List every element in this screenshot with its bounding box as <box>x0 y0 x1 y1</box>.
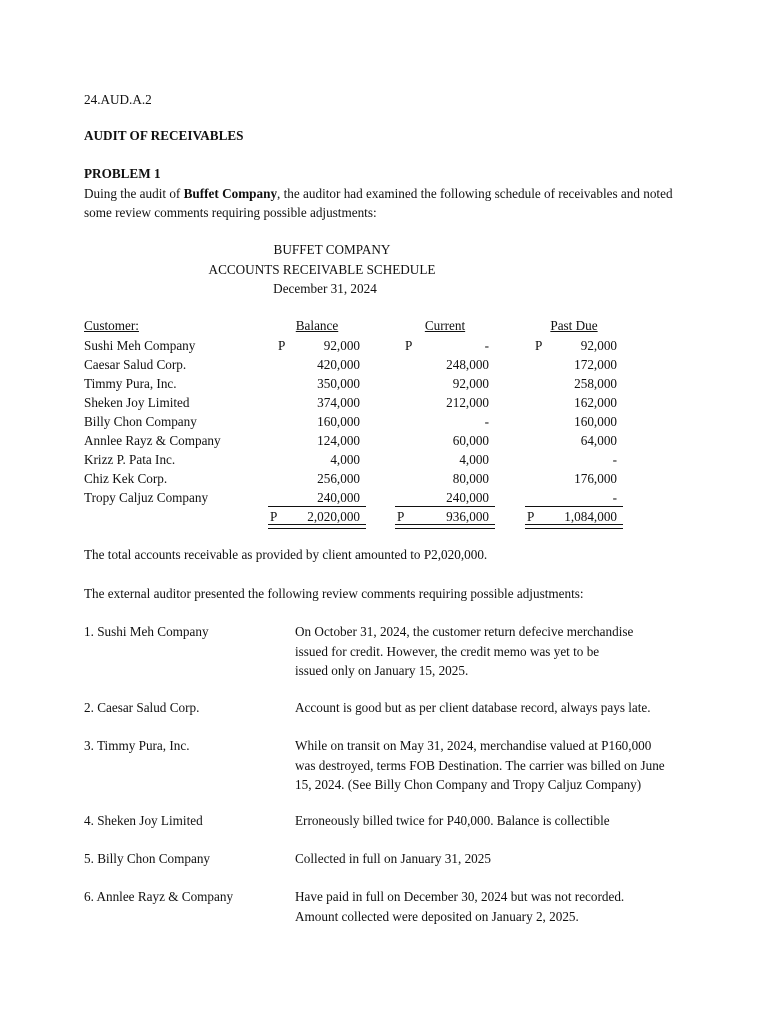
current-value: 60,000 <box>452 433 489 448</box>
balance-value: 240,000 <box>317 490 360 505</box>
header-past-due-cell <box>525 316 623 335</box>
intro-line-2: some review comments requiring possible adjustments: <box>84 205 377 220</box>
comment-customer: 3. Timmy Pura, Inc. <box>84 738 190 753</box>
row-past-due <box>525 469 623 488</box>
row-past-due <box>525 336 623 355</box>
comment-customer: 2. Caesar Salud Corp. <box>84 700 200 715</box>
current-value: 212,000 <box>446 395 489 410</box>
currency-sign: P <box>405 338 413 353</box>
total-balance-double-underline <box>268 524 366 529</box>
row-past-due <box>525 355 623 374</box>
schedule-title: ACCOUNTS RECEIVABLE SCHEDULE <box>208 262 436 277</box>
comment-customer: 6. Annlee Rayz & Company <box>84 889 234 904</box>
currency-sign: P <box>278 338 286 353</box>
comment-text <box>295 622 705 681</box>
header-customer: Customer: <box>84 318 139 333</box>
row-balance <box>268 488 366 507</box>
comment-line: Have paid in full on December 30, 2024 but was not recorded. <box>295 889 625 904</box>
comment-text <box>295 887 705 926</box>
balance-value: 92,000 <box>323 338 360 353</box>
past-due-value: 162,000 <box>574 395 617 410</box>
current-value: 248,000 <box>446 357 489 372</box>
row-balance <box>268 336 366 355</box>
comment-line: issued for credit. However, the credit memo was yet to be <box>295 643 600 659</box>
row-customer: Caesar Salud Corp. <box>84 357 187 372</box>
past-due-value: 176,000 <box>574 471 617 486</box>
comment-line: issued only on January 15, 2025. <box>295 663 469 678</box>
past-due-value: 258,000 <box>574 376 617 391</box>
currency-sign: P <box>527 509 535 524</box>
current-value: - <box>484 338 489 353</box>
past-due-value: 172,000 <box>574 357 617 372</box>
current-value: 240,000 <box>446 490 489 505</box>
total-past-due-double-underline <box>525 524 623 529</box>
row-balance <box>268 431 366 450</box>
row-past-due <box>525 488 623 507</box>
comment-line: Account is good but as per client database record, always pays late. <box>295 700 651 715</box>
current-value: 92,000 <box>452 376 489 391</box>
balance-value: 256,000 <box>317 471 360 486</box>
intro-before: Duing the audit of <box>84 186 184 201</box>
row-balance <box>268 355 366 374</box>
row-customer: Chiz Kek Corp. <box>84 471 168 486</box>
row-current <box>395 488 495 507</box>
row-past-due <box>525 374 623 393</box>
comments-intro: The external auditor presented the following review comments requiring possible adjustments: <box>84 586 584 601</box>
currency-sign: P <box>270 509 278 524</box>
past-due-value: 64,000 <box>580 433 617 448</box>
row-customer: Krizz P. Pata Inc. <box>84 452 176 467</box>
current-value: 80,000 <box>452 471 489 486</box>
row-customer: Sheken Joy Limited <box>84 395 190 410</box>
comment-text <box>295 736 705 795</box>
total-current-value: 936,000 <box>446 509 489 524</box>
comment-line: On October 31, 2024, the customer return defecive merchandise <box>295 624 634 639</box>
balance-value: 4,000 <box>330 452 360 467</box>
row-customer: Timmy Pura, Inc. <box>84 376 177 391</box>
row-current <box>395 412 495 431</box>
comment-text <box>295 698 705 718</box>
header-current-cell <box>395 316 495 335</box>
row-balance <box>268 374 366 393</box>
header-past-due: Past Due <box>550 318 598 333</box>
row-balance <box>268 450 366 469</box>
comment-line: While on transit on May 31, 2024, merchandise valued at P160,000 <box>295 738 652 753</box>
currency-sign: P <box>397 509 405 524</box>
current-value: - <box>484 414 489 429</box>
row-past-due <box>525 450 623 469</box>
comment-line: Collected in full on January 31, 2025 <box>295 851 491 866</box>
row-current <box>395 336 495 355</box>
total-note: The total accounts receivable as provided by client amounted to P2,020,000. <box>84 547 488 562</box>
row-past-due <box>525 393 623 412</box>
row-past-due <box>525 412 623 431</box>
comment-line: Erroneously billed twice for P40,000. Balance is collectible <box>295 813 610 828</box>
balance-value: 420,000 <box>317 357 360 372</box>
row-customer: Tropy Caljuz Company <box>84 490 209 505</box>
header-balance: Balance <box>295 318 339 333</box>
total-current-double-underline <box>395 524 495 529</box>
row-current <box>395 393 495 412</box>
total-past-due-value: 1,084,000 <box>564 509 617 524</box>
past-due-value: 160,000 <box>574 414 617 429</box>
comment-line: was destroyed, terms FOB Destination. The carrier was billed on June <box>295 757 665 773</box>
comment-customer: 4. Sheken Joy Limited <box>84 813 203 828</box>
schedule-date: December 31, 2024 <box>273 281 377 296</box>
document-title: AUDIT OF RECEIVABLES <box>84 128 244 143</box>
row-current <box>395 355 495 374</box>
comment-text <box>295 849 705 869</box>
balance-value: 350,000 <box>317 376 360 391</box>
row-current <box>395 374 495 393</box>
row-customer: Annlee Rayz & Company <box>84 433 221 448</box>
header-current: Current <box>424 318 466 333</box>
past-due-value: 92,000 <box>580 338 617 353</box>
row-customer: Sushi Meh Company <box>84 338 196 353</box>
balance-value: 160,000 <box>317 414 360 429</box>
row-past-due <box>525 431 623 450</box>
row-balance <box>268 393 366 412</box>
row-balance <box>268 412 366 431</box>
row-customer: Billy Chon Company <box>84 414 197 429</box>
intro-after: , the auditor had examined the following schedule of receivables and noted <box>277 186 673 201</box>
balance-value: 374,000 <box>317 395 360 410</box>
comment-customer: 5. Billy Chon Company <box>84 851 211 866</box>
past-due-value: - <box>612 452 617 467</box>
comment-line: Amount collected were deposited on January 2, 2025. <box>295 908 579 924</box>
row-current <box>395 450 495 469</box>
comment-line: 15, 2024. (See Billy Chon Company and Tropy Caljuz Company) <box>295 777 642 792</box>
schedule-company-title: BUFFET COMPANY <box>273 242 391 257</box>
problem-label: PROBLEM 1 <box>84 166 161 181</box>
intro-line-1 <box>84 184 673 203</box>
row-balance <box>268 469 366 488</box>
intro-company: Buffet Company <box>183 186 278 201</box>
document-code: 24.AUD.A.2 <box>84 92 152 107</box>
total-balance-value: 2,020,000 <box>307 509 360 524</box>
currency-sign: P <box>535 338 543 353</box>
row-current <box>395 431 495 450</box>
balance-value: 124,000 <box>317 433 360 448</box>
current-value: 4,000 <box>459 452 489 467</box>
past-due-value: - <box>612 490 617 505</box>
comment-text <box>295 811 705 831</box>
comment-customer: 1. Sushi Meh Company <box>84 624 209 639</box>
row-current <box>395 469 495 488</box>
header-balance-cell <box>268 316 366 335</box>
